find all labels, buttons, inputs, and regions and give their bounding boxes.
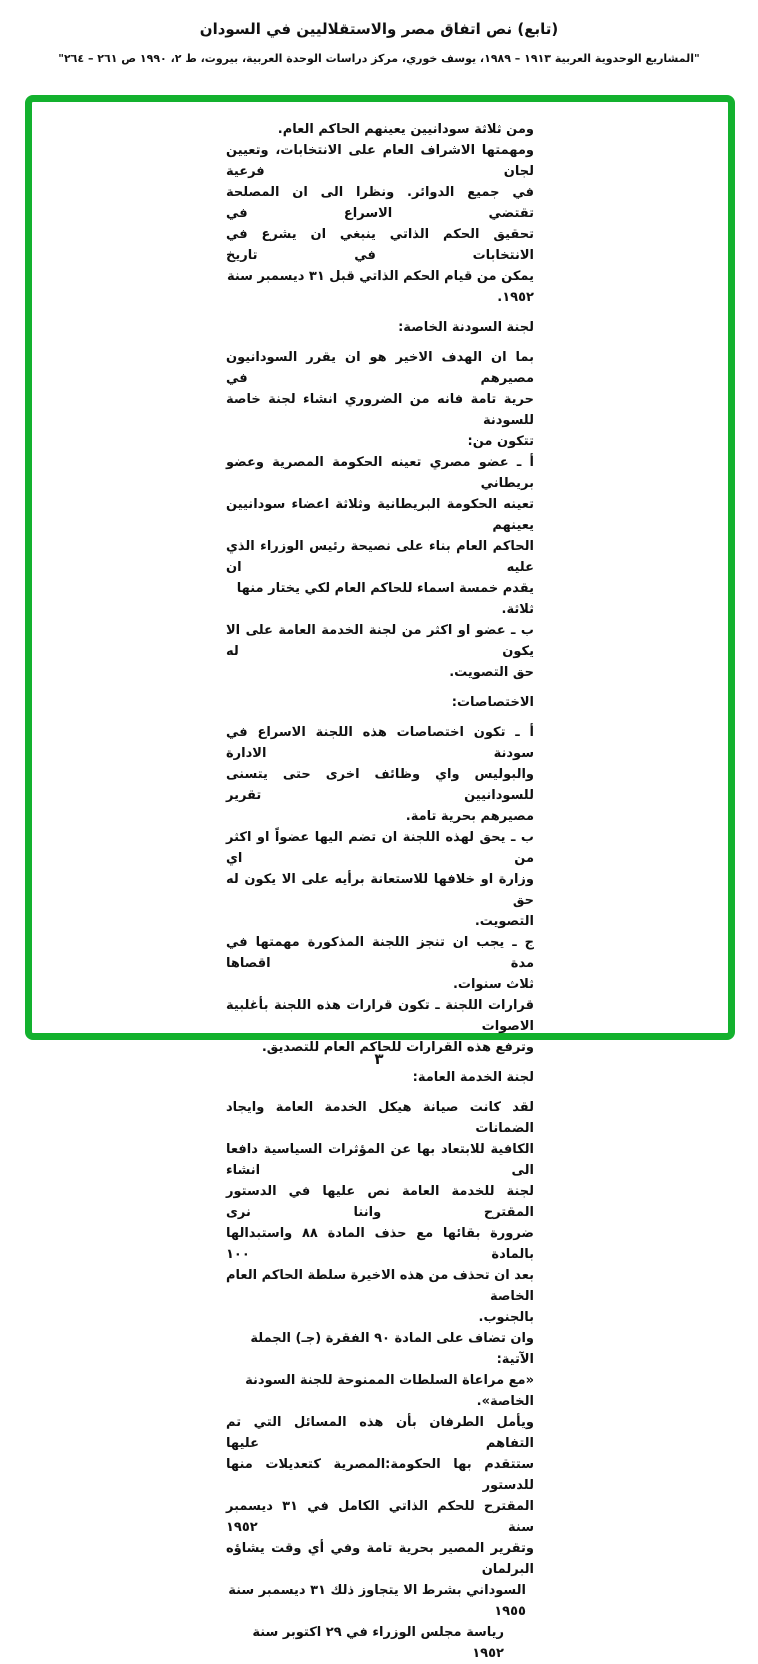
text-line: لجنة للخدمة العامة نص عليها في الدستور المقترح واننا نرى (226, 1184, 534, 1220)
text-line: السوداني بشرط الا يتجاوز ذلك ٣١ ديسمبر سنة ١٩٥٥ (228, 1583, 526, 1619)
section-heading: الاختصاصات: (451, 695, 534, 710)
text-line: ستتقدم بها الحكومة:المصرية كتعديلات منها للدستور (226, 1457, 534, 1493)
text-line: يمكن من قيام الحكم الذاتي قبل ٣١ ديسمبر سنة ١٩٥٢. (226, 269, 534, 305)
text-line: ومن ثلاثة سودانيين يعينهم الحاكم العام. (277, 122, 534, 137)
text-line: تحقيق الحكم الذاتي ينبغي ان يشرع في الانتخابات في تاريخ (226, 227, 534, 263)
text-line: وان تضاف على المادة ٩٠ الفقرة (جـ) الجملة الآتية: (250, 1331, 534, 1367)
text-line: مصيرهم بحرية تامة. (405, 809, 534, 824)
text-line: حق التصويت. (449, 665, 534, 680)
text-line: يقدم خمسة اسماء للحاكم العام لكي يختار منها ثلاثة. (236, 581, 534, 617)
text-line: أ ـ عضو مصري تعينه الحكومة المصرية وعضو بريطاني (226, 455, 534, 491)
text-line: ويأمل الطرفان بأن هذه المسائل التي تم التفاهم عليها (226, 1415, 534, 1451)
text-line: رياسة مجلس الوزراء في ٢٩ اكتوبر سنة ١٩٥٢ (252, 1625, 504, 1661)
text-line: وزارة او خلافها للاستعانة برأيه على الا يكون له حق (226, 872, 534, 908)
text-line: حرية تامة فانه من الضروري انشاء لجنة خاصة للسودنة (226, 392, 534, 428)
text-line: ب ـ عضو او اكثر من لجنة الخدمة العامة على الا يكون له (226, 623, 534, 659)
text-line: ب ـ يحق لهذه اللجنة ان تضم اليها عضواً او اكثر من اي (226, 830, 534, 866)
text-line: في جميع الدوائر. ونظرا الى ان المصلحة تقتضي الاسراع في (226, 185, 534, 221)
text-line: وتقرير المصير بحرية تامة وفي أي وقت يشاؤه البرلمان (226, 1541, 534, 1577)
text-line: والبوليس واي وظائف اخرى حتى يتسنى للسودانيين تقرير (226, 767, 534, 803)
text-line: ج ـ يجب ان تنجز اللجنة المذكورة مهمتها في مدة اقصاها (226, 935, 534, 971)
text-line: «مع مراعاة السلطات الممنوحة للجنة السودنة الخاصة». (245, 1373, 534, 1409)
text-line: ومهمتها الاشراف العام على الانتخابات، وتعيين لجان فرعية (226, 143, 534, 179)
text-column (226, 119, 534, 1664)
text-line: المقترح للحكم الذاتي الكامل في ٣١ ديسمبر سنة ١٩٥٢ (226, 1499, 534, 1535)
text-line: قرارات اللجنة ـ تكون قرارات هذه اللجنة بأغلبية الاصوات (226, 998, 534, 1034)
section-heading: لجنة السودنة الخاصة: (398, 320, 534, 335)
text-line: أ ـ تكون اختصاصات هذه اللجنة الاسراع في سودنة الادارة (226, 725, 534, 761)
text-line: بالجنوب. (478, 1310, 534, 1325)
text-line: تتكون من: (467, 434, 534, 449)
citation-line: "المشاريع الوحدوية العربية ١٩١٣ – ١٩٨٩، يوسف خوري، مركز دراسات الوحدة العربية، بيروت، ط ٢، ١٩٩٠ ص ٢٦١ – ٢٦٤" (58, 52, 700, 65)
text-line: لقد كانت صيانة هيكل الخدمة العامة وايجاد الضمانات (226, 1100, 534, 1136)
text-line: الكافية للابتعاد بها عن المؤثرات السياسية دافعا الى انشاء (226, 1142, 534, 1178)
text-line: الحاكم العام بناء على نصيحة رئيس الوزراء الذي عليه ان (226, 539, 534, 575)
text-line: تعينه الحكومة البريطانية وثلاثة اعضاء سودانيين يعينهم (226, 497, 534, 533)
section-heading: لجنة الخدمة العامة: (412, 1070, 534, 1085)
text-line: وترفع هذه القرارات للحاكم العام للتصديق. (261, 1040, 534, 1055)
page-number: ٣ (374, 1050, 384, 1068)
text-line: ثلاث سنوات. (452, 977, 534, 992)
text-line: ضرورة بقائها مع حذف المادة ٨٨ واستبدالها بالمادة ١٠٠ (226, 1226, 534, 1262)
page-title: (تابع) نص اتفاق مصر والاستقلاليين في السودان (199, 20, 559, 38)
text-line: بعد ان تحذف من هذه الاخيرة سلطة الحاكم العام الخاصة (226, 1268, 534, 1304)
text-line: التصويت. (474, 914, 534, 929)
text-line: بما ان الهدف الاخير هو ان يقرر السودانيون مصيرهم في (226, 350, 534, 386)
